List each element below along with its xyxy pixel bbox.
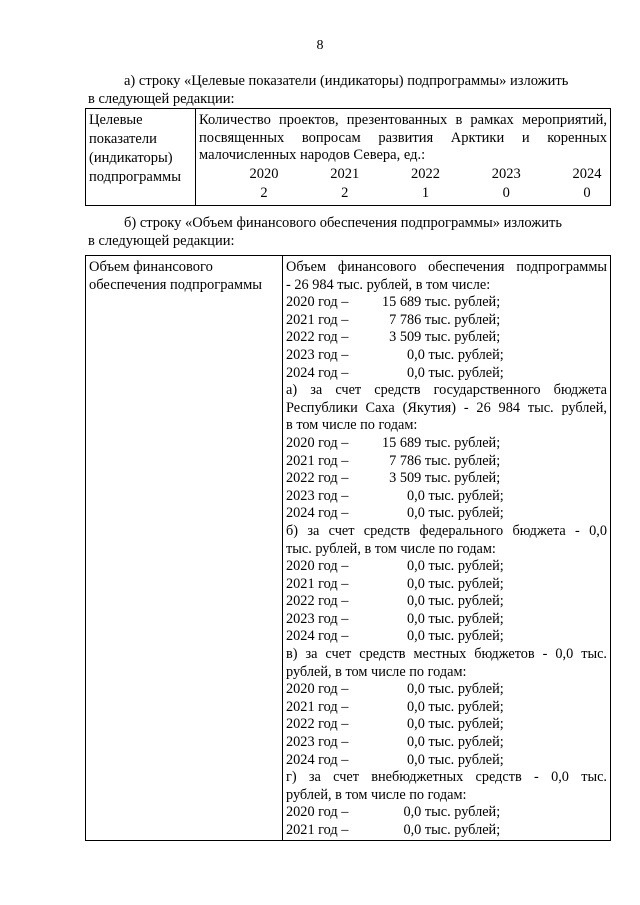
funding-year: 2021 год – <box>286 698 349 715</box>
page-number: 8 <box>316 38 324 53</box>
funding-year: 2020 год – <box>286 294 349 311</box>
funding-amount: 0,0 тыс. рублей; <box>382 716 504 733</box>
year-value: 0 <box>502 185 510 202</box>
funding-text-line: рублей, в том числе по годам: <box>286 663 467 680</box>
funding-amount: 0,0 тыс. рублей; <box>382 487 504 504</box>
funding-year: 2024 год – <box>286 364 349 381</box>
funding-year: 2023 год – <box>286 487 349 504</box>
funding-amount: 0,0 тыс. рублей; <box>382 575 504 592</box>
funding-amount: 0,0 тыс. рублей; <box>382 681 504 698</box>
funding-year: 2020 год – <box>286 804 349 821</box>
funding-amount: 0,0 тыс. рублей; <box>382 364 504 381</box>
funding-text-line: б) за счет средств федерального бюджета - 0,0 <box>286 522 607 539</box>
funding-table <box>85 255 611 841</box>
funding-content-cell <box>283 256 611 841</box>
funding-text-line: г) за счет внебюджетных средств - 0,0 тыс. <box>286 769 607 786</box>
targets-years-row <box>199 165 607 184</box>
funding-year: 2020 год – <box>286 434 349 451</box>
funding-year-line <box>286 593 607 611</box>
funding-text-line: в том числе по годам: <box>286 417 418 434</box>
funding-text-line: а) за счет средств государственного бюджета <box>286 382 607 399</box>
year-label: 2024 <box>572 166 602 183</box>
year-label: 2022 <box>411 166 440 183</box>
year-value: 2 <box>260 185 268 202</box>
funding-year-line <box>286 576 607 594</box>
funding-year: 2021 год – <box>286 452 349 469</box>
funding-year-line <box>286 435 607 453</box>
funding-amount: 0,0 тыс. рублей; <box>382 610 504 627</box>
funding-year-line <box>286 752 607 770</box>
funding-row <box>86 256 611 841</box>
funding-year-line <box>286 699 607 717</box>
funding-amount: 0,0 тыс. рублей; <box>382 346 504 363</box>
funding-year-line <box>286 470 607 488</box>
funding-year-line <box>286 505 607 523</box>
funding-year-line <box>286 488 607 506</box>
section-b-intro <box>88 214 608 250</box>
funding-year-line <box>286 329 607 347</box>
funding-label-line: Объем финансового <box>89 259 213 275</box>
targets-label-line: Целевые <box>89 112 143 128</box>
funding-year: 2022 год – <box>286 593 349 610</box>
funding-text-line: тыс. рублей, в том числе по годам: <box>286 540 496 557</box>
funding-year-line <box>286 611 607 629</box>
funding-year: 2023 год – <box>286 610 349 627</box>
funding-year: 2023 год – <box>286 734 349 751</box>
funding-amount: 0,0 тыс. рублей; <box>382 505 504 522</box>
funding-label-cell <box>86 256 283 841</box>
funding-amount: 0,0 тыс. рублей; <box>382 734 504 751</box>
funding-text-line: Республики Саха (Якутия) - 26 984 тыс. рублей, <box>286 399 607 416</box>
year-value: 0 <box>583 185 591 202</box>
funding-year-line <box>286 804 607 822</box>
funding-text-line: Объем финансового обеспечения подпрограммы <box>286 259 607 275</box>
funding-amount: 0,0 тыс. рублей; <box>382 593 504 610</box>
targets-label-line: подпрограммы <box>89 169 181 185</box>
funding-year: 2024 год – <box>286 505 349 522</box>
funding-year-line <box>286 716 607 734</box>
year-value: 2 <box>341 185 349 202</box>
section-b-intro-line2: в следующей редакции: <box>88 233 235 249</box>
funding-year-line <box>286 347 607 365</box>
funding-year-line <box>286 558 607 576</box>
section-a-intro-line2: в следующей редакции: <box>88 91 235 107</box>
targets-row <box>86 109 611 206</box>
funding-year: 2021 год – <box>286 822 349 838</box>
section-a-intro <box>88 72 608 108</box>
targets-label-line: показатели <box>89 131 157 147</box>
section-b-intro-line1: б) строку «Объем финансового обеспечения подпрограммы» изложить <box>124 215 562 231</box>
funding-year-line <box>286 365 607 383</box>
funding-amount: 0,0 тыс. рублей; <box>382 804 501 821</box>
year-value: 1 <box>421 185 430 202</box>
funding-amount: 3 509 тыс. рублей; <box>382 329 501 346</box>
funding-year: 2022 год – <box>286 716 349 733</box>
funding-year-line <box>286 294 607 312</box>
targets-label-line: (индикаторы) <box>89 150 173 166</box>
year-label: 2020 <box>249 166 279 183</box>
funding-year: 2020 год – <box>286 558 349 575</box>
funding-year: 2024 год – <box>286 751 349 768</box>
funding-amount: 15 689 тыс. рублей; <box>382 434 501 451</box>
targets-text-line: посвященных вопросам развития Арктики и коренных <box>199 129 607 146</box>
funding-year-line <box>286 681 607 699</box>
funding-year-line <box>286 822 607 840</box>
targets-content-cell <box>196 109 611 206</box>
targets-label-cell <box>86 109 196 206</box>
section-a-intro-line1: а) строку «Целевые показатели (индикаторы) подпрограммы» изложить <box>124 73 569 89</box>
targets-table <box>85 108 611 206</box>
funding-text-line: - 26 984 тыс. рублей, в том числе: <box>286 276 491 293</box>
funding-year: 2024 год – <box>286 628 349 645</box>
funding-amount: 0,0 тыс. рублей; <box>382 558 504 575</box>
funding-text-line: в) за счет средств местных бюджетов - 0,0 тыс. <box>286 646 607 663</box>
funding-year: 2021 год – <box>286 575 349 592</box>
funding-year-line <box>286 628 607 646</box>
targets-text-line: Количество проектов, презентованных в рамках мероприятий, <box>199 112 607 128</box>
funding-year: 2021 год – <box>286 311 349 328</box>
funding-year-line <box>286 734 607 752</box>
funding-text-line: рублей, в том числе по годам: <box>286 786 467 803</box>
funding-amount: 7 786 тыс. рублей; <box>382 311 501 328</box>
year-label: 2021 <box>330 166 360 183</box>
funding-amount: 0,0 тыс. рублей; <box>382 628 504 645</box>
funding-amount: 0,0 тыс. рублей; <box>382 751 504 768</box>
funding-year: 2022 год – <box>286 470 349 487</box>
funding-year: 2023 год – <box>286 346 349 363</box>
funding-year: 2020 год – <box>286 681 349 698</box>
funding-year-line <box>286 453 607 471</box>
funding-label-line: обеспечения подпрограммы <box>89 277 263 293</box>
funding-amount: 3 509 тыс. рублей; <box>382 470 501 487</box>
funding-amount: 15 689 тыс. рублей; <box>382 294 501 311</box>
funding-amount: 7 786 тыс. рублей; <box>382 452 501 469</box>
year-label: 2023 <box>491 166 521 183</box>
targets-text-line: малочисленных народов Севера, ед.: <box>199 147 426 164</box>
funding-year: 2022 год – <box>286 329 349 346</box>
funding-amount: 0,0 тыс. рублей; <box>382 822 501 838</box>
funding-amount: 0,0 тыс. рублей; <box>382 698 504 715</box>
funding-year-line <box>286 312 607 330</box>
targets-values-row <box>199 184 607 203</box>
